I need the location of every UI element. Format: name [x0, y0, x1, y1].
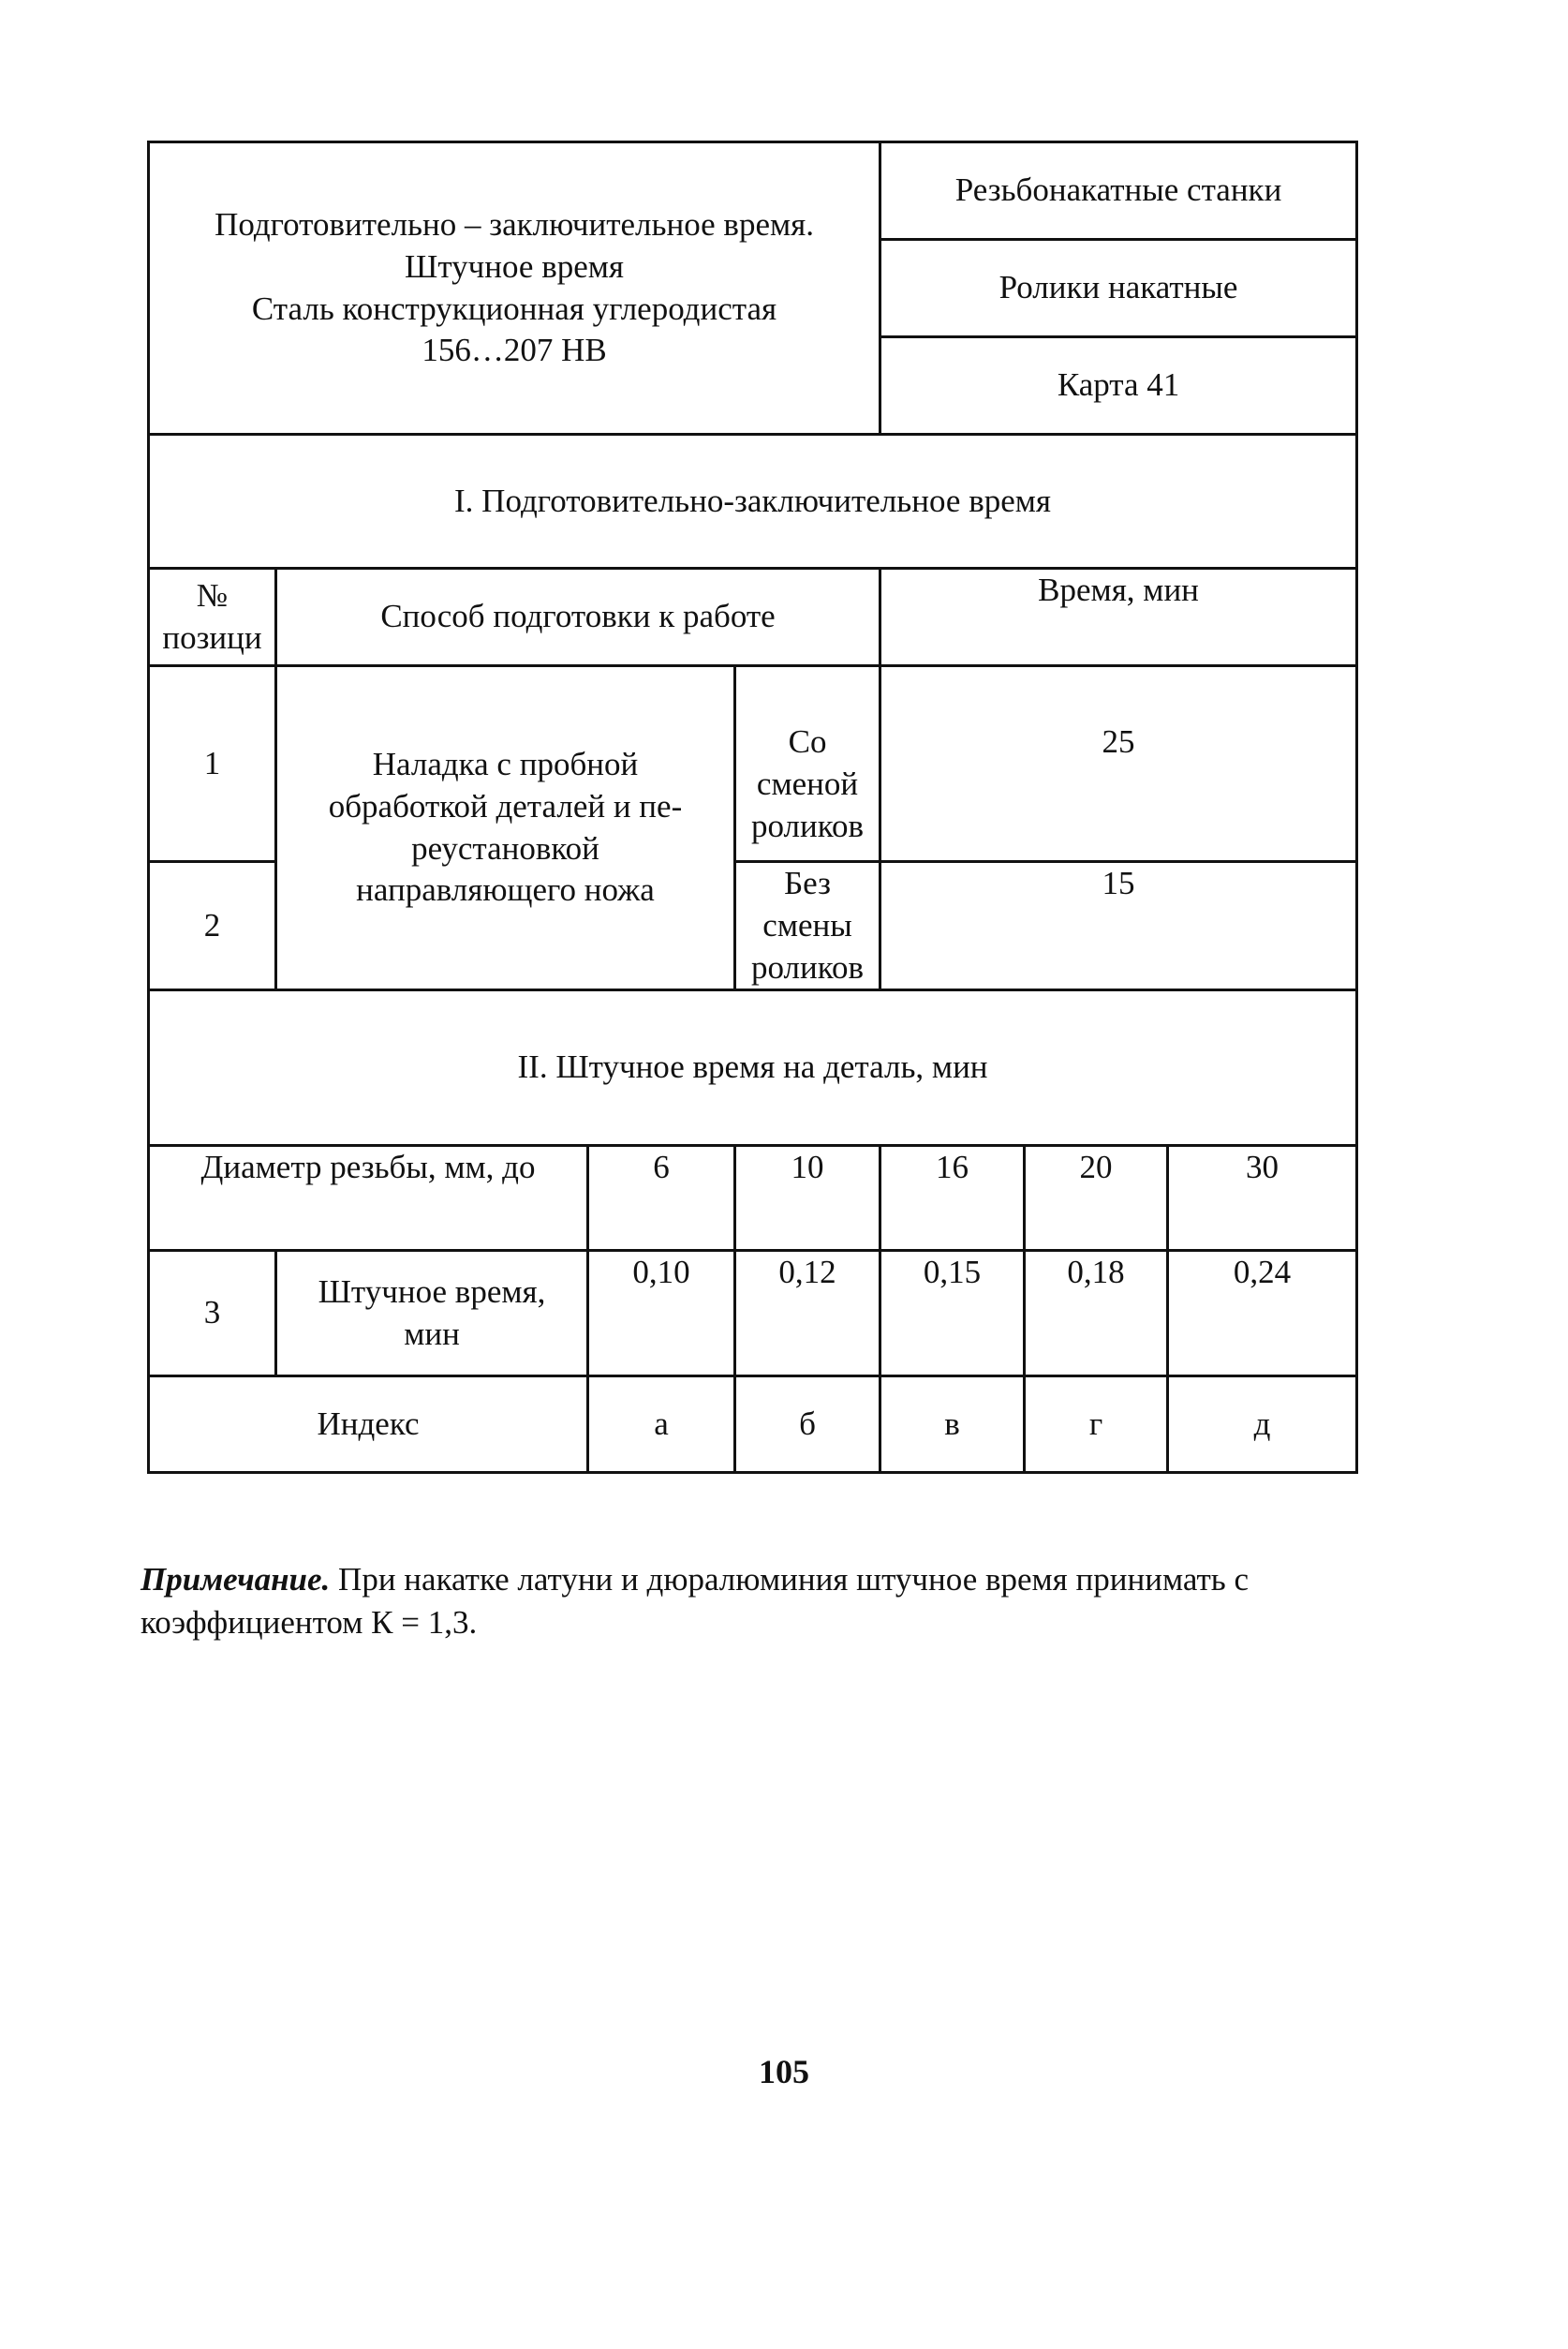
piece-time-value: 0,18: [1025, 1251, 1168, 1376]
diameter-value: 16: [880, 1146, 1025, 1251]
section-row: [149, 435, 1357, 569]
method-column-header: Способ подготовки к работе: [276, 569, 880, 666]
page-number: 105: [759, 2053, 809, 2090]
index-value: д: [1168, 1376, 1357, 1473]
piece-time-value: 0,15: [880, 1251, 1025, 1376]
table-row: [149, 666, 1357, 862]
piece-time-value: 0,24: [1168, 1251, 1357, 1376]
index-label: Индекс: [149, 1376, 588, 1473]
header-row: [149, 142, 1357, 240]
time-column-header: Время, мин: [880, 569, 1357, 666]
method-variant: [735, 666, 880, 862]
variant-line-1: Без смены: [762, 865, 852, 944]
position-column-header: [149, 569, 276, 666]
position-header-line-2: позици: [162, 618, 262, 656]
piece-time-label: [276, 1251, 588, 1376]
note-text: При накатке латуни и дюралюминия штучное время принимать с коэффициентом К = 1,3.: [141, 1561, 1250, 1642]
position-header-line-1: №: [196, 576, 229, 614]
method-variant: [735, 862, 880, 990]
piece-time-label-line-1: Штучное время,: [318, 1273, 546, 1311]
section2-title: II. Штучное время на деталь, мин: [149, 990, 1357, 1146]
position-number: 2: [149, 862, 276, 990]
variant-line-2: роликов: [751, 807, 865, 844]
index-value: а: [588, 1376, 735, 1473]
method-line-3: реустановкой: [411, 829, 599, 867]
card-title-line-4: 156…207 НВ: [422, 332, 607, 369]
index-row: [149, 1376, 1357, 1473]
card-title-line-2: Штучное время: [405, 247, 625, 285]
card-title-line-3: Сталь конструкционная углеродистая: [251, 290, 777, 327]
method-line-1: Наладка с пробной: [372, 746, 639, 783]
card-number: Карта 41: [880, 337, 1357, 435]
card-title: [149, 142, 880, 435]
time-value: 25: [880, 666, 1357, 862]
section-row: [149, 990, 1357, 1146]
variant-line-2: роликов: [751, 948, 865, 986]
diameter-value: 6: [588, 1146, 735, 1251]
card-title-line-1: Подготовительно – заключительное время.: [214, 205, 814, 243]
piece-time-row: [149, 1251, 1357, 1376]
variant-line-1: Со сменой: [756, 723, 859, 802]
tool-type: Ролики накатные: [880, 240, 1357, 337]
section1-title: I. Подготовительно-заключительное время: [149, 435, 1357, 569]
column-header-row: [149, 569, 1357, 666]
diameter-value: 30: [1168, 1146, 1357, 1251]
method-description: [276, 666, 735, 990]
method-line-2: обработкой деталей и пе-: [328, 787, 683, 825]
index-value: г: [1025, 1376, 1168, 1473]
piece-time-value: 0,12: [735, 1251, 880, 1376]
piece-time-value: 0,10: [588, 1251, 735, 1376]
position-number: 3: [149, 1251, 276, 1376]
diameter-value: 10: [735, 1146, 880, 1251]
index-value: б: [735, 1376, 880, 1473]
diameter-row: [149, 1146, 1357, 1251]
normative-card-table: [147, 141, 1358, 1474]
position-number: 1: [149, 666, 276, 862]
diameter-label: Диаметр резьбы, мм, до: [149, 1146, 588, 1251]
note-label: Примечание.: [141, 1561, 331, 1598]
method-line-4: направляющего ножа: [356, 871, 655, 909]
machine-type: Резьбонакатные станки: [880, 142, 1357, 240]
time-value: 15: [880, 862, 1357, 990]
piece-time-label-line-2: мин: [404, 1315, 460, 1352]
index-value: в: [880, 1376, 1025, 1473]
note-paragraph: [141, 1558, 1358, 1644]
diameter-value: 20: [1025, 1146, 1168, 1251]
